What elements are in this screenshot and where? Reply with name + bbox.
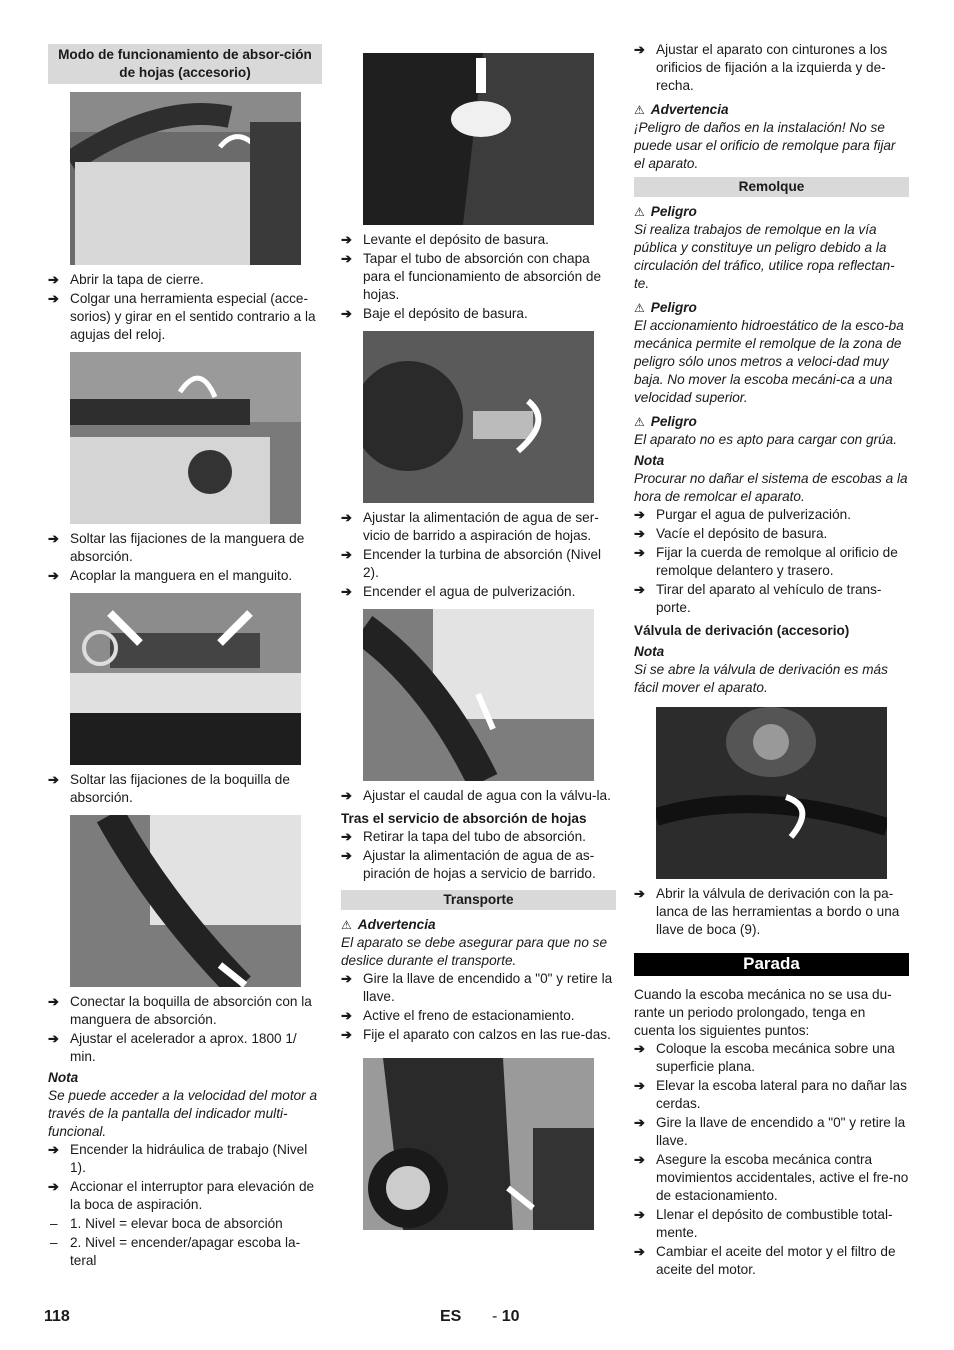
note-label: Nota [634, 644, 665, 659]
list-item: ➔ Soltar las fijaciones de la manguera de absorción. [48, 531, 305, 564]
warning-icon: ⚠ [634, 415, 645, 429]
list-item: ➔ Accionar el interruptor para elevación de la boca de aspiración. [48, 1179, 315, 1212]
list-item: ➔ Fije el aparato con calzos en las rue-das. [341, 1027, 611, 1042]
list-item: ➔ Fijar la cuerda de remolque al orificio de remolque delantero y trasero. [634, 545, 898, 578]
warning-text: El aparato se debe asegurar para que no se deslice durante el transporte. [341, 935, 608, 968]
list-item: ➔ Retirar la tapa del tubo de absorción. [341, 829, 586, 844]
shutdown-intro: Cuando la escoba mecánica no se usa du-rante un periodo prolongado, tenga en cuenta los siguientes puntos: [634, 987, 892, 1038]
steps-list-d [634, 1040, 909, 1279]
list-item: ➔ Llenar el depósito de combustible total-mente. [634, 1207, 893, 1240]
section-page-number: - 10 [492, 1308, 520, 1325]
steps-list-a [341, 231, 616, 323]
list-item: ➔ Encender la turbina de absorción (Nivel 2). [341, 547, 602, 580]
danger-label: ⚠ Peligro [634, 414, 697, 429]
list-item: ➔ Tapar el tubo de absorción con chapa para el funcionamiento de absorción de hojas. [341, 251, 602, 302]
warning-icon: ⚠ [634, 103, 645, 117]
danger-label: ⚠ Peligro [634, 204, 697, 219]
photo-water-feed-valve [363, 331, 594, 503]
photo-nozzle-fastenings [70, 593, 301, 765]
steps-list-d [48, 993, 322, 1066]
warning-text: ¡Peligro de daños en la instalación! No se puede usar el orificio de remolque para fijar el aparato. [634, 120, 896, 171]
list-item: ➔ Active el freno de estacionamiento. [341, 1008, 575, 1023]
list-item: ➔ Asegure la escoba mecánica contra movimientos accidentales, active el fre-no de estacionamiento. [634, 1152, 909, 1203]
photo-closure-cap [70, 92, 301, 265]
danger-text: Si realiza trabajos de remolque en la vía pública y constituye un peligro debido a la circulación del tráfico, utilice ropa reflectan-te. [634, 222, 895, 291]
list-item: ➔ Gire la llave de encendido a "0" y retire la llave. [634, 1115, 906, 1148]
steps-list-c [341, 787, 616, 805]
section-header-leaf-suction: Modo de funcionamiento de absor-ción de hojas (accesorio) [48, 44, 322, 84]
warning-label: ⚠ Advertencia [634, 102, 729, 117]
list-item: ➔ Gire la llave de encendido a "0" y retire la llave. [341, 971, 613, 1004]
after-service-heading: Tras el servicio de absorción de hojas [341, 811, 587, 826]
section-header-towing: Remolque [634, 177, 909, 197]
list-item: ➔ Cambiar el aceite del motor y el filtro de aceite del motor. [634, 1244, 896, 1277]
steps-list-e [48, 1141, 322, 1214]
list-item: ➔ Encender la hidráulica de trabajo (Nivel 1). [48, 1142, 308, 1175]
photo-bypass-valve [656, 707, 887, 879]
section-header-shutdown: Parada [634, 953, 909, 976]
photo-wheel-chocks [363, 1058, 594, 1230]
list-item: ➔ Conectar la boquilla de absorción con la manguera de absorción. [48, 994, 312, 1027]
list-item: ➔ Ajustar el caudal de agua con la válvu-la. [341, 788, 611, 803]
list-item: ➔ Ajustar la alimentación de agua de as-piración de hojas a servicio de barrido. [341, 848, 596, 881]
list-item: ➔ Soltar las fijaciones de la boquilla de absorción. [48, 772, 290, 805]
column-left [48, 44, 322, 1271]
warning-label: ⚠ Advertencia [341, 917, 436, 932]
steps-list-e [341, 970, 616, 1044]
list-item: ➔ Abrir la tapa de cierre. [48, 272, 204, 287]
note-label: Nota [48, 1070, 79, 1085]
column-right [634, 41, 909, 1280]
list-item: ➔ Abrir la válvula de derivación con la pa-lanca de las herramientas a bordo o una llave de boca (9). [634, 886, 900, 937]
note-text: Si se abre la válvula de derivación es más fácil mover el aparato. [634, 662, 888, 695]
column-middle [341, 53, 616, 1236]
list-item: ➔ Elevar la escoba lateral para no dañar las cerdas. [634, 1078, 907, 1111]
note-text: Procurar no dañar el sistema de escobas a la hora de remolcar el aparato. [634, 471, 908, 504]
list-item: ➔ Baje el depósito de basura. [341, 306, 528, 321]
photo-waste-container [363, 53, 594, 225]
note-label: Nota [634, 453, 665, 468]
steps-list-c [48, 771, 322, 807]
list-item: ➔ Vacíe el depósito de basura. [634, 526, 828, 541]
list-item: ➔ Colgar una herramienta especial (acce-sorios) y girar en el sentido contrario a la agujas del reloj. [48, 291, 316, 342]
steps-list-b [341, 509, 616, 601]
list-item: ➔ Purgar el agua de pulverización. [634, 507, 851, 522]
photo-flow-valve [363, 609, 594, 781]
list-item: ➔ Levante el depósito de basura. [341, 232, 549, 247]
steps-list-c [634, 885, 909, 939]
list-item: – 2. Nivel = encender/apagar escoba la-teral [50, 1235, 301, 1268]
steps-list-a [634, 41, 909, 95]
steps-list-b [634, 506, 909, 617]
steps-list-d [341, 828, 616, 883]
danger-text: El accionamiento hidroestático de la esco-ba mecánica permite el remolque de la zona de peligro sólo unos metros a veloci-dad muy baja. No mover la escoba mecáni-ca a una velocidad superior. [634, 318, 904, 405]
page-number: 118 [44, 1308, 70, 1325]
language-code: ES [440, 1308, 462, 1325]
list-item: ➔ Ajustar el acelerador a aprox. 1800 1/ min. [48, 1031, 297, 1064]
warning-icon: ⚠ [341, 918, 352, 932]
warning-icon: ⚠ [634, 205, 645, 219]
list-item: ➔ Ajustar el aparato con cinturones a los orificios de fijación a la izquierda y de-recha. [634, 42, 888, 93]
photo-hose-coupling [70, 352, 301, 524]
list-item: ➔ Coloque la escoba mecánica sobre una superficie plana. [634, 1041, 895, 1074]
list-item: ➔ Acoplar la manguera en el manguito. [48, 568, 293, 583]
list-item: ➔ Ajustar la alimentación de agua de ser-vicio de barrido a aspiración de hojas. [341, 510, 599, 543]
photo-nozzle-connection [70, 815, 301, 987]
list-item: ➔ Encender el agua de pulverización. [341, 584, 576, 599]
list-item: – 1. Nivel = elevar boca de absorción [50, 1216, 283, 1231]
section-header-transport: Transporte [341, 890, 616, 910]
danger-text: El aparato no es apto para cargar con grúa. [634, 432, 897, 447]
bypass-valve-heading: Válvula de derivación (accesorio) [634, 623, 850, 638]
danger-label: ⚠ Peligro [634, 300, 697, 315]
steps-list-b [48, 530, 322, 585]
dash-list [48, 1215, 322, 1270]
note-text: Se puede acceder a la velocidad del motor a través de la pantalla del indicador multi-funcional. [48, 1088, 318, 1139]
warning-icon: ⚠ [634, 301, 645, 315]
list-item: ➔ Tirar del aparato al vehículo de trans-porte. [634, 582, 882, 615]
steps-list-a [48, 271, 322, 344]
